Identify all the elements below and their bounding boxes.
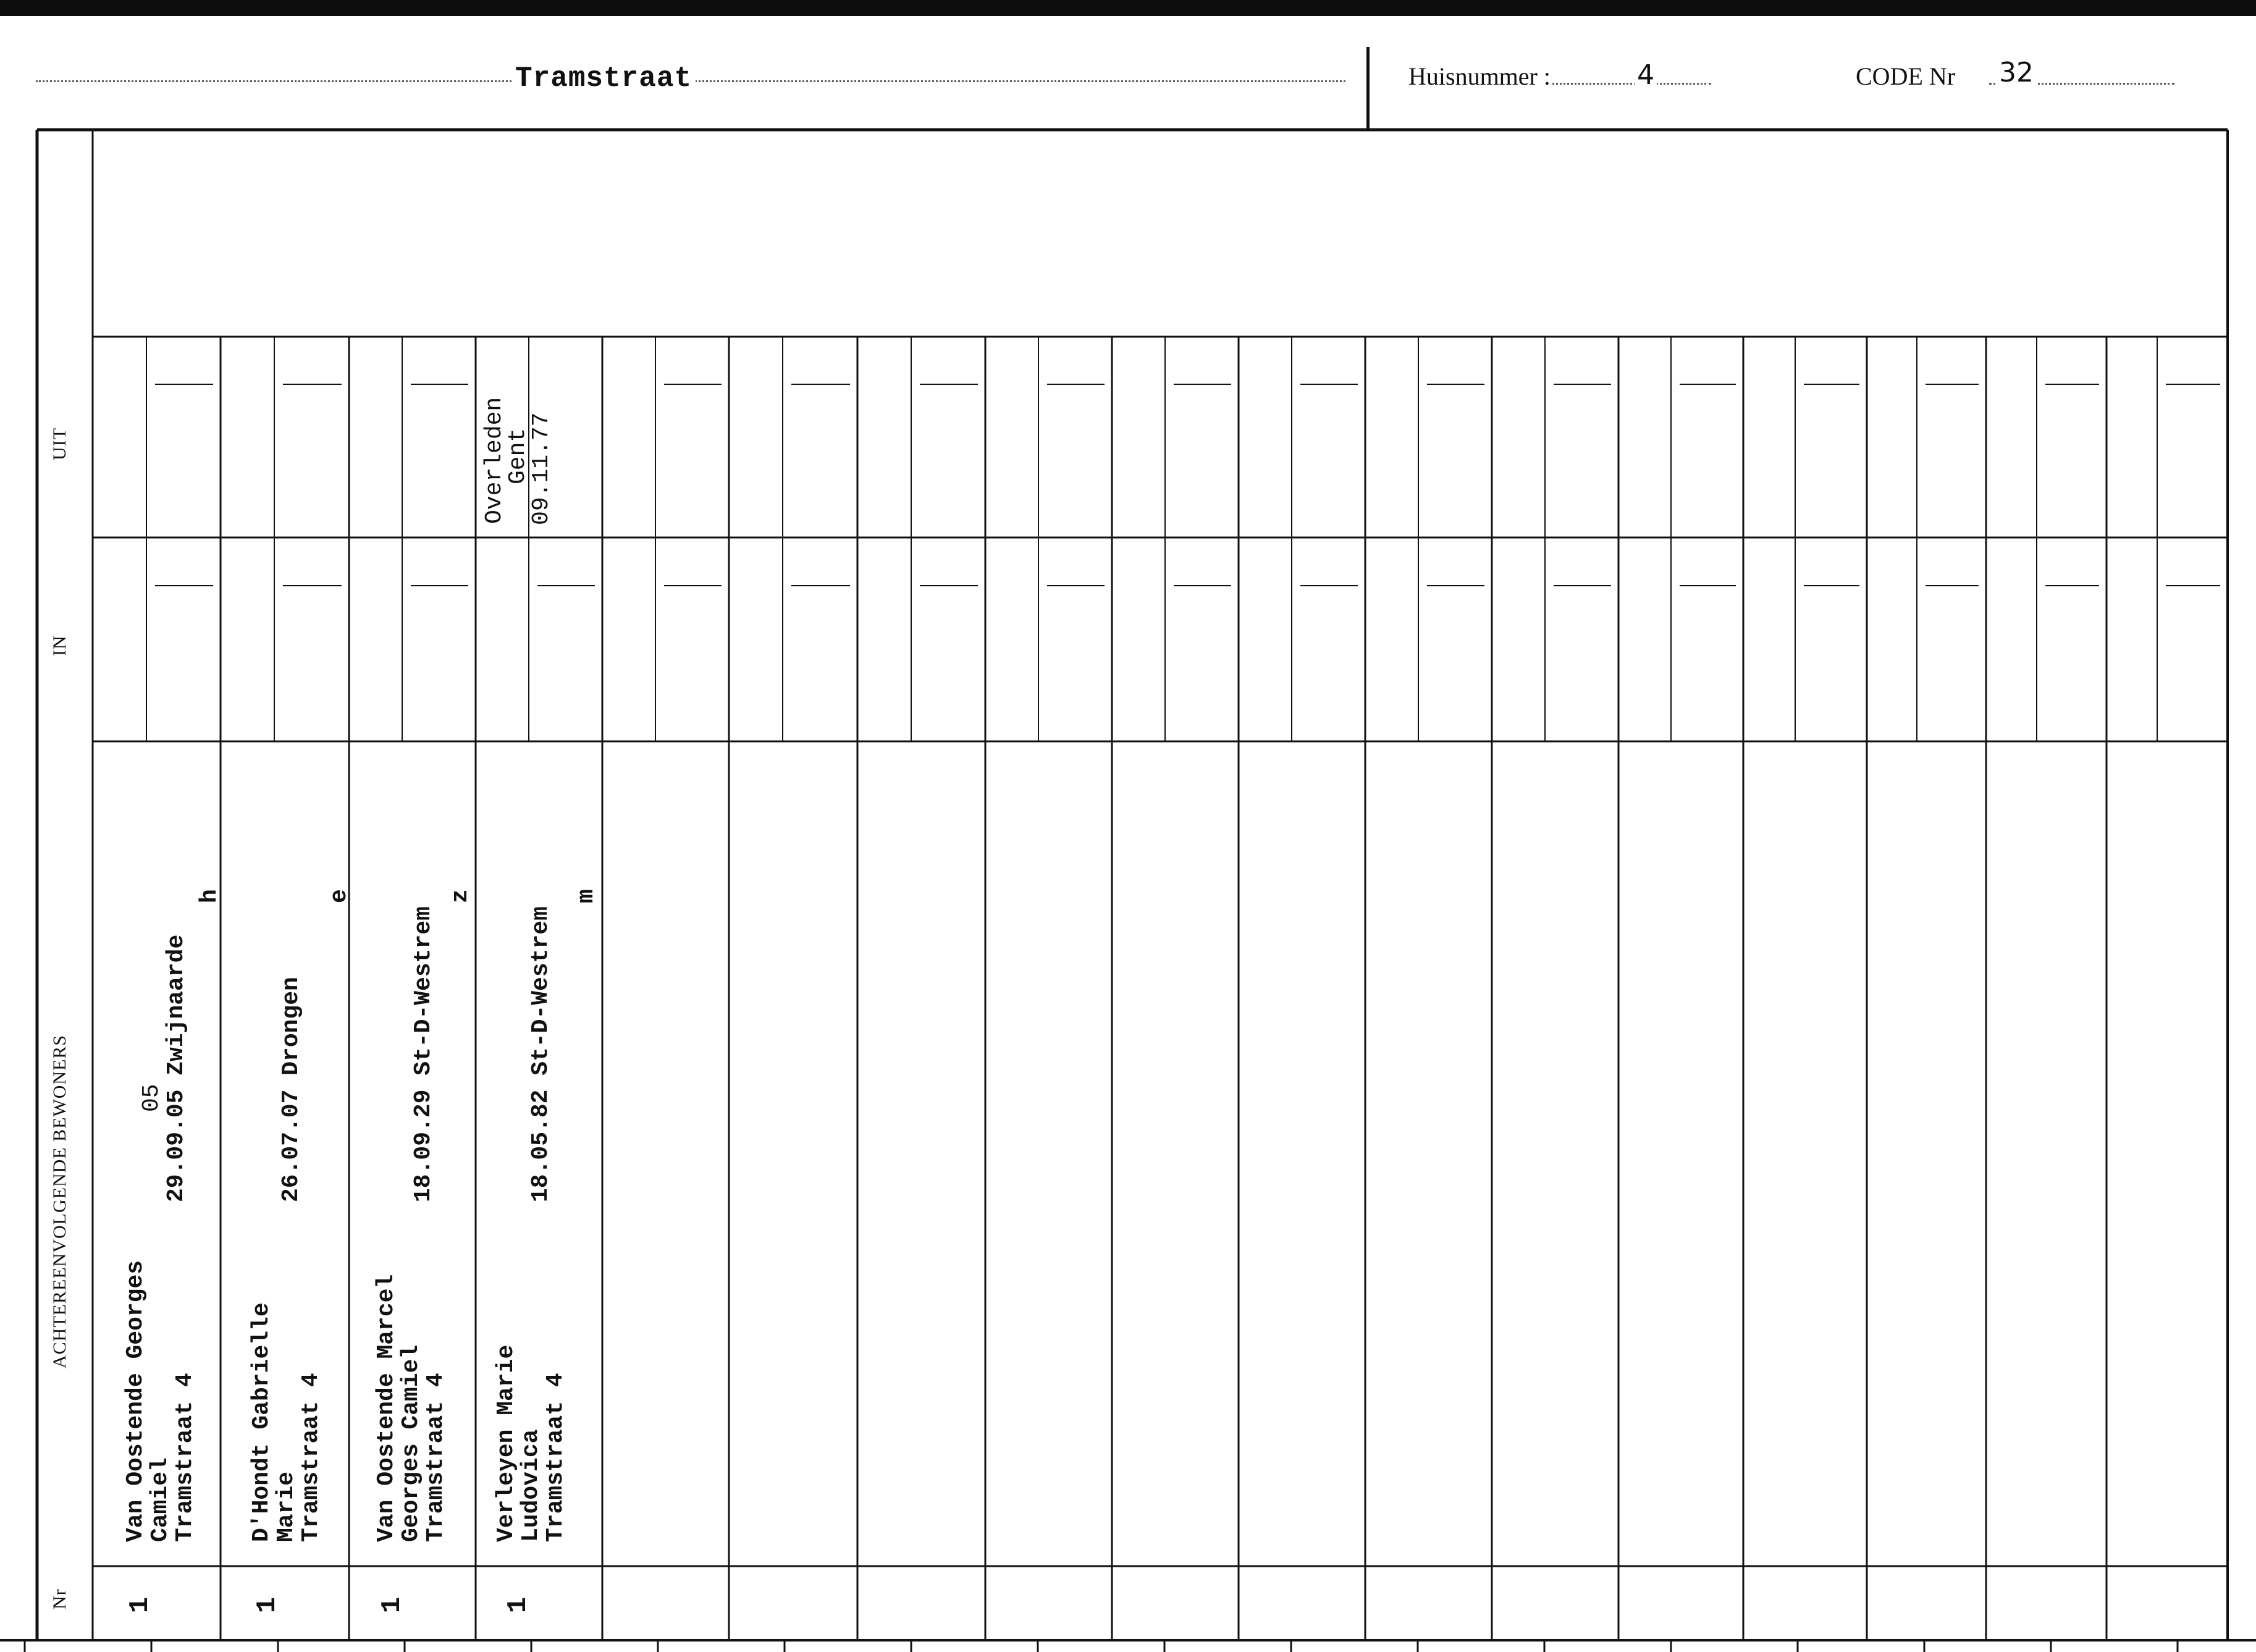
street-name: Tramstraat	[511, 64, 696, 93]
resident-4-uit-date: 09.11.77	[528, 412, 555, 525]
resident-3-address: Tramstraat 4	[423, 1373, 449, 1542]
resident-4-surname: Verleyen Marie	[493, 1344, 520, 1542]
resident-1-code: h	[196, 889, 223, 903]
row-label-bewoners: ACHTEREENVOLGENDE BEWONERS	[49, 1034, 70, 1368]
resident-4-uit-reason: Overleden	[481, 397, 508, 524]
resident-3-given-name: Georges Camiel	[398, 1344, 424, 1542]
code-value: 32	[1997, 59, 2036, 86]
row-label-uit: UIT	[49, 428, 70, 460]
resident-1-year-overwrite: 05	[138, 1084, 165, 1112]
resident-3-code: z	[447, 889, 474, 903]
resident-2-address: Tramstraat 4	[298, 1373, 324, 1542]
resident-4-code: m	[573, 889, 600, 903]
resident-4-address: Tramstraat 4	[542, 1373, 569, 1542]
resident-4-name-block	[494, 1171, 568, 1542]
resident-3-name-block	[374, 1171, 448, 1542]
resident-3-nr: 1	[377, 1596, 408, 1614]
code-label: CODE Nr	[1856, 62, 1956, 90]
huisnummer-label: Huisnummer :	[1408, 62, 1551, 90]
resident-2-nr: 1	[252, 1596, 284, 1614]
resident-2-name-block	[250, 1171, 324, 1542]
resident-4-given-name: Ludovica	[518, 1429, 544, 1542]
row-label-nr: Nr	[49, 1588, 70, 1609]
resident-1-surname: Van Oostende Georges	[122, 1260, 149, 1542]
resident-2-given-name: Marie	[273, 1471, 300, 1542]
resident-1-nr: 1	[125, 1596, 156, 1614]
resident-4-departure-note	[483, 346, 553, 525]
resident-3-surname: Van Oostende Marcel	[373, 1274, 400, 1542]
row-label-in: IN	[49, 635, 70, 656]
resident-4-uit-place: Gent	[505, 428, 531, 484]
resident-4-nr: 1	[503, 1596, 534, 1614]
resident-1-given-name: Camiel	[147, 1457, 174, 1542]
resident-1-birth: 29.09.05 Zwijnaarde	[163, 934, 190, 1202]
huisnummer-value: 4	[1635, 62, 1657, 89]
resident-2-birth: 26.07.07 Drongen	[278, 977, 305, 1202]
resident-2-code: e	[326, 889, 353, 903]
resident-3-birth: 18.09.29 St-D-Westrem	[410, 906, 437, 1202]
resident-4-birth: 18.05.82 St-D-Westrem	[528, 906, 554, 1202]
resident-1-address: Tramstraat 4	[172, 1373, 198, 1542]
resident-1-name-block	[124, 1171, 198, 1542]
resident-2-surname: D'Hondt Gabrielle	[248, 1302, 275, 1542]
